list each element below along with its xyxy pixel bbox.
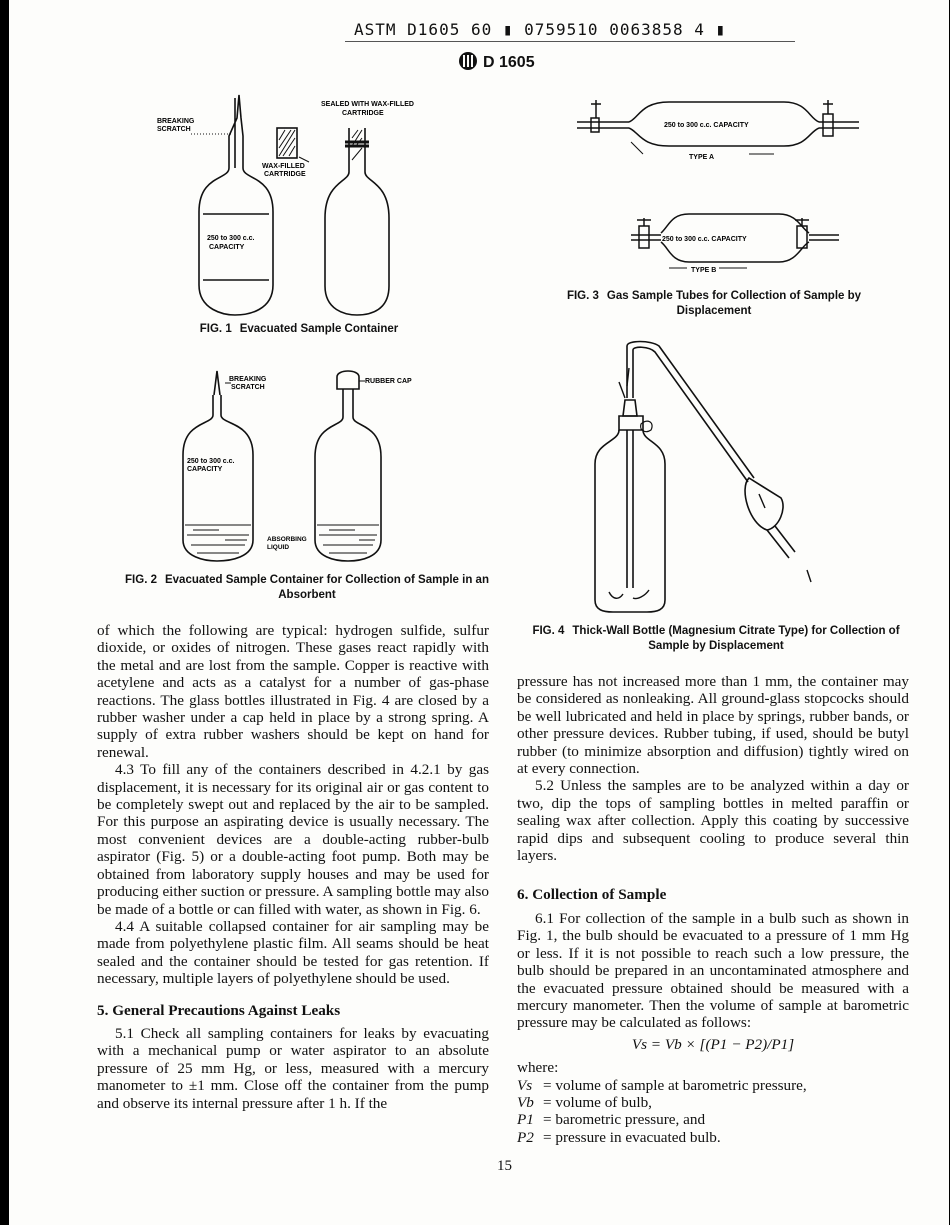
paragraph-5-2: 5.2 Unless the samples are to be analyzed within a day or two, dip the tops of sampling bottles in melted paraffin or sealing wax after collection. Apply this coating by successive rapid dips and subsequent cooling to produce several thin layers. bbox=[517, 777, 909, 865]
fig1-label-scratch: SCRATCH bbox=[157, 126, 191, 133]
fig1-caption-number: FIG. 1 bbox=[199, 323, 232, 335]
section-5-heading: 5. General Precautions Against Leaks bbox=[97, 1001, 341, 1019]
paragraph-6-1: 6.1 For collection of the sample in a bulb such as shown in Fig. 1, the bulb should be evacuated to a pressure of 1 mm Hg or less. If it is not possible to reach such a low pressure, the bulb should be prepared in an uncontaminated atmosphere and the evacuated pressure obtained should be measured with a mercury manometer. Then the volume of sample at barometric pressure may be calculated as follows: bbox=[517, 909, 909, 1032]
fig3-caption bbox=[549, 289, 879, 319]
paragraph-5-1-continued: pressure has not increased more than 1 mm, the container may be considered as nonleaking. All ground-glass stopcocks should be well lubricated and held in place by springs, rubber bands, or other pressure devices. Rubber tubing, if used, should be butyl rubber (to minimize absorption and diffusion) tightly wired on at every connection. bbox=[517, 673, 909, 778]
fig2-label-scratch: SCRATCH bbox=[231, 384, 265, 391]
fig2-label-breaking: BREAKING bbox=[229, 376, 267, 383]
definition-row: Vs = volume of sample at barometric pressure, bbox=[517, 1076, 807, 1094]
fig1-label-sealed: SEALED WITH WAX-FILLED bbox=[321, 101, 414, 108]
standard-title bbox=[457, 51, 535, 72]
fig1-label-cartridge: CARTRIDGE bbox=[342, 110, 384, 117]
fig1-label-wax-cartridge: CARTRIDGE bbox=[264, 171, 306, 178]
paragraph-4-4: 4.4 A suitable collapsed container for air sampling may be made from polyethylene plastic film. All seams should be heat sealed and the container should be tested for gas retention. If necessary, multiple layers of polyethylene should be used. bbox=[97, 917, 489, 988]
section-6-heading: 6. Collection of Sample bbox=[517, 886, 667, 904]
fig2-label-capacity: 250 to 300 c.c. bbox=[187, 458, 235, 465]
fig2-caption bbox=[107, 573, 507, 603]
fig3-label-type-a: TYPE A bbox=[689, 154, 715, 161]
right-text-column bbox=[517, 673, 909, 1146]
fig1-label-wax: WAX-FILLED bbox=[262, 163, 305, 170]
standard-number: D 1605 bbox=[483, 54, 535, 71]
header-document-code: ASTM D1605 60 ▮ 0759510 0063858 4 ▮ bbox=[354, 20, 727, 39]
variable-definitions bbox=[517, 1077, 909, 1147]
fig3-label-capacity-a: 250 to 300 c.c. CAPACITY bbox=[664, 122, 749, 129]
left-text-column bbox=[97, 622, 489, 1112]
fig3-drawing bbox=[569, 90, 869, 285]
fig1-caption-text: Evacuated Sample Container bbox=[239, 323, 399, 335]
volume-formula: Vs = Vb × [(P1 − P2)/P1] bbox=[631, 1035, 795, 1053]
fig2-caption-number: FIG. 2 bbox=[125, 574, 157, 586]
fig2-label-capacity-word: CAPACITY bbox=[187, 466, 223, 473]
astm-logo-icon bbox=[457, 51, 479, 71]
fig2-label-rubber-cap: RUBBER CAP bbox=[365, 378, 412, 385]
fig3-caption-text: Gas Sample Tubes for Collection of Sample by Displacement bbox=[606, 290, 862, 317]
paragraph-continuation: of which the following are typical: hydrogen sulfide, sulfur dioxide, or oxides of nitrogen. These gases react rapidly with the metal and are lost from the sample. Copper is reactive with acetylene and acts as a catalyst for a number of gas-phase reactions. The glass bottles illustrated in Fig. 4 are closed by a rubber washer under a cap held in place by a strong spring. A supply of extra rubber washers should be kept on hand for renewal. bbox=[97, 622, 489, 761]
fig2-label-absorbing: ABSORBING bbox=[267, 536, 307, 543]
paragraph-4-3: 4.3 To fill any of the containers described in 4.2.1 by gas displacement, it is necessary for its original air or gas content to be completely swept out and replaced by the air to be sampled. For this purpose an aspirating device is usually necessary. The most convenient devices are a double-acting rubber-bulb aspirator (Fig. 5) or a double-acting foot pump. Both may be obtained from laboratory supply houses and may be used for producing either suction or pressure. A sampling bottle may also be made of a bottle or can filled with water, as shown in Fig. 6. bbox=[97, 761, 489, 918]
document-page bbox=[9, 0, 949, 1225]
fig1-drawing bbox=[149, 90, 414, 320]
definition-row: P2 = pressure in evacuated bulb. bbox=[517, 1128, 721, 1146]
fig4-caption-number: FIG. 4 bbox=[532, 625, 565, 637]
definition-row: P1 = barometric pressure, and bbox=[517, 1111, 706, 1129]
fig4-caption-text: Thick-Wall Bottle (Magnesium Citrate Type) for Collection of Sample by Displacement bbox=[572, 625, 900, 652]
fig1-label-breaking-scratch: BREAKING bbox=[157, 118, 195, 125]
page-number: 15 bbox=[497, 1158, 512, 1174]
fig3-label-type-b: TYPE B bbox=[691, 267, 717, 274]
fig1-label-capacity-word: CAPACITY bbox=[209, 244, 245, 251]
header-rule bbox=[345, 41, 795, 42]
fig1-caption bbox=[149, 322, 449, 337]
fig4-caption bbox=[511, 624, 921, 654]
fig2-caption-text: Evacuated Sample Container for Collection of Sample in an Absorbent bbox=[164, 574, 489, 601]
where-label: where: bbox=[517, 1059, 559, 1077]
fig4-drawing bbox=[589, 338, 829, 620]
definition-row: Vb = volume of bulb, bbox=[517, 1093, 652, 1111]
fig2-label-liquid: LIQUID bbox=[267, 544, 290, 551]
fig3-label-capacity-b: 250 to 300 c.c. CAPACITY bbox=[662, 236, 747, 243]
fig3-caption-number: FIG. 3 bbox=[566, 290, 599, 302]
fig2-drawing bbox=[169, 365, 412, 565]
paragraph-5-1: 5.1 Check all sampling containers for leaks by evacuating with a mechanical pump or water aspirator to an absolute pressure of 25 mm Hg, or less, measured with a mercury manometer to ±1 mm. Close off the container from the pump and observe its internal pressure after 1 h. If the bbox=[97, 1024, 489, 1112]
fig1-label-capacity: 250 to 300 c.c. bbox=[207, 235, 255, 242]
